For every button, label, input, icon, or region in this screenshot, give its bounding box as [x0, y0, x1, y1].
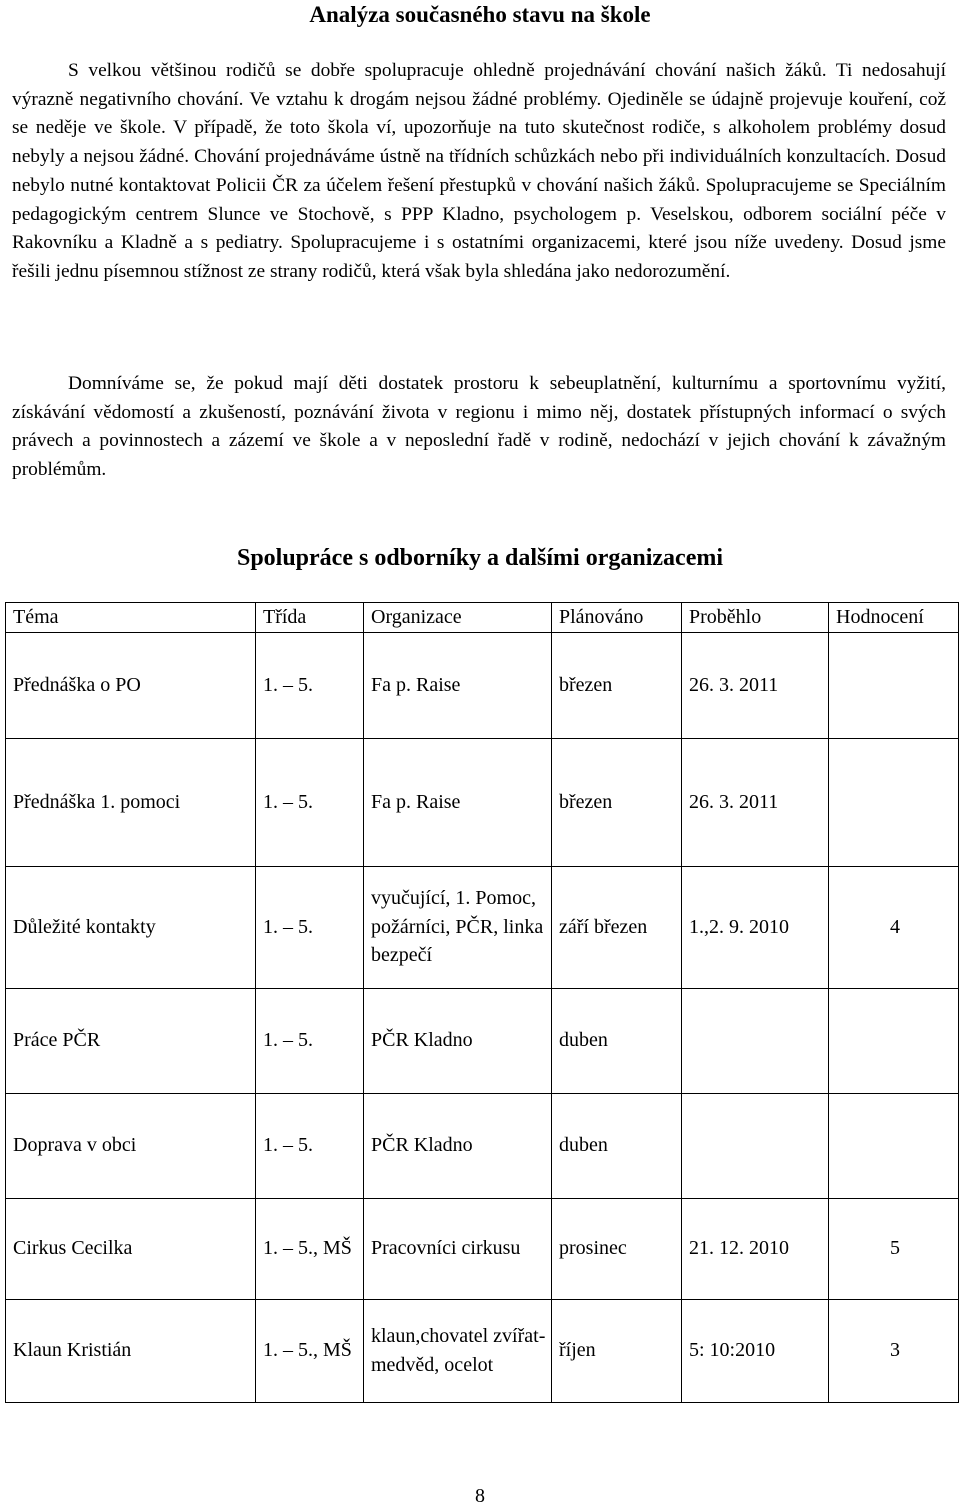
cell-trida: 1. – 5. — [256, 1093, 364, 1198]
cell-organizace: Fa p. Raise — [364, 632, 552, 738]
cell-trida: 1. – 5. — [256, 988, 364, 1093]
table-row — [6, 738, 959, 866]
cell-planovano: říjen — [552, 1299, 682, 1402]
cell-probehlo: 5: 10:2010 — [682, 1299, 829, 1402]
page-number: 8 — [475, 1485, 485, 1507]
header-organizace: Organizace — [364, 603, 552, 633]
table-header-row — [6, 603, 959, 633]
cell-probehlo: 26. 3. 2011 — [682, 632, 829, 738]
body-paragraph-1: S velkou většinou rodičů se dobře spolupracuje ohledně projednávání chování našich žáků. Ti nedosahují výrazně negativního chování. Ve vztahu k drogám nejsou žádné problémy. Ojediněle se údajně projevuje kouření, což se neděje ve škole. V případě, že toto škola ví, upozorňuje na tuto skutečnost rodiče, s alkoholem problémy dosud nebyly a nejsou žádné. Chování projednáváme ústně na třídních schůzkách nebo při individuálních konzultacích. Dosud nebylo nutné kontaktovat Policii ČR za účelem řešení přestupků v chování našich žáků. Spolupracujeme se Speciálním pedagogickým centrem Slunce ve Stochově, s PPP Kladno, psychologem p. Veselskou, odborem sociální péče v Rakovníku a Kladně a s pediatry. Spolupracujeme i s ostatními organizacemi, které jsou níže uvedeny. Dosud jsme řešili jednu písemnou stížnost ze strany rodičů, která však byla shledána jako nedorozumění. — [12, 60, 946, 282]
page-title: Analýza současného stavu na škole — [309, 2, 651, 27]
header-probehlo: Proběhlo — [682, 603, 829, 633]
table-row — [6, 1198, 959, 1299]
cell-tema: Přednáška 1. pomoci — [6, 738, 256, 866]
cell-planovano: září březen — [552, 866, 682, 988]
cell-tema: Doprava v obci — [6, 1093, 256, 1198]
cell-tema: Důležité kontakty — [6, 866, 256, 988]
cell-organizace: klaun,chovatel zvířat-medvěd, ocelot — [364, 1299, 552, 1402]
cooperation-table — [5, 602, 959, 1403]
cell-hodnoceni: 3 — [829, 1299, 959, 1402]
cell-probehlo — [682, 988, 829, 1093]
body-paragraph-2: Domníváme se, že pokud mají děti dostatek prostoru k sebeuplatnění, kulturnímu a sportovnímu vyžití, získávání vědomostí a zkušeností, poznávání života v regionu i mimo něj, dostatek přístupných informací o svých právech a povinnostech a zázemí ve škole a v neposlední řadě v rodině, nedochází v jejich chování k závažným problémům. — [12, 373, 946, 481]
header-tema: Téma — [6, 603, 256, 633]
cell-probehlo — [682, 1093, 829, 1198]
header-planovano: Plánováno — [552, 603, 682, 633]
cell-tema: Přednáška o PO — [6, 632, 256, 738]
cell-trida: 1. – 5., MŠ — [256, 1198, 364, 1299]
cell-tema: Práce PČR — [6, 988, 256, 1093]
table-row — [6, 866, 959, 988]
cell-tema: Klaun Kristián — [6, 1299, 256, 1402]
cell-hodnoceni — [829, 1093, 959, 1198]
cell-hodnoceni — [829, 988, 959, 1093]
cell-probehlo: 1.,2. 9. 2010 — [682, 866, 829, 988]
cell-trida: 1. – 5., MŠ — [256, 1299, 364, 1402]
cell-probehlo: 21. 12. 2010 — [682, 1198, 829, 1299]
header-hodnoceni: Hodnocení — [829, 603, 959, 633]
cell-hodnoceni: 5 — [829, 1198, 959, 1299]
cell-planovano: březen — [552, 632, 682, 738]
cell-organizace: Fa p. Raise — [364, 738, 552, 866]
cell-organizace: PČR Kladno — [364, 988, 552, 1093]
cell-planovano: duben — [552, 988, 682, 1093]
cell-organizace: PČR Kladno — [364, 1093, 552, 1198]
cell-hodnoceni — [829, 632, 959, 738]
table-row — [6, 1093, 959, 1198]
cell-trida: 1. – 5. — [256, 738, 364, 866]
cell-trida: 1. – 5. — [256, 632, 364, 738]
cell-planovano: březen — [552, 738, 682, 866]
cell-trida: 1. – 5. — [256, 866, 364, 988]
cell-hodnoceni: 4 — [829, 866, 959, 988]
cell-organizace: vyučující, 1. Pomoc, požárníci, PČR, linka bezpečí — [364, 866, 552, 988]
table-row — [6, 1299, 959, 1402]
cell-tema: Cirkus Cecilka — [6, 1198, 256, 1299]
cell-planovano: prosinec — [552, 1198, 682, 1299]
header-trida: Třída — [256, 603, 364, 633]
cell-hodnoceni — [829, 738, 959, 866]
cell-planovano: duben — [552, 1093, 682, 1198]
table-row — [6, 988, 959, 1093]
cell-probehlo: 26. 3. 2011 — [682, 738, 829, 866]
cell-organizace: Pracovníci cirkusu — [364, 1198, 552, 1299]
table-row — [6, 632, 959, 738]
section-heading: Spolupráce s odborníky a dalšími organizacemi — [236, 545, 724, 571]
